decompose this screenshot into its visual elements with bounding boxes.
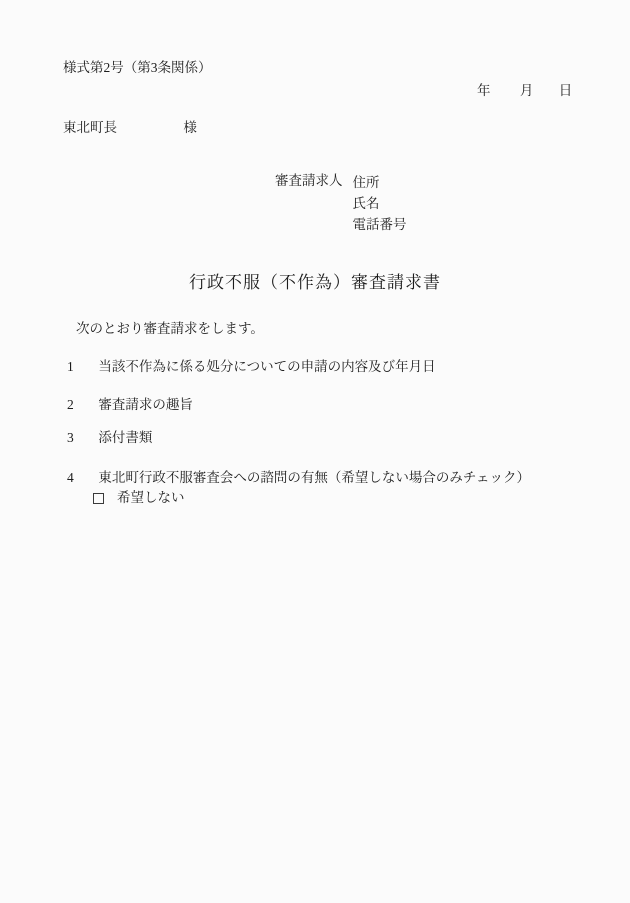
checkbox-unchecked[interactable] xyxy=(93,493,104,504)
list-item-2 xyxy=(67,396,193,415)
addressee-name: 東北町長 xyxy=(63,120,117,135)
addressee-line xyxy=(63,119,197,138)
item-1-text: 当該不作為に係る処分についての申請の内容及び年月日 xyxy=(98,359,436,374)
date-line xyxy=(477,82,572,101)
no-referral-checkbox-row xyxy=(93,489,185,508)
date-year-label: 年 xyxy=(477,83,491,98)
form-number: 様式第2号（第3条関係） xyxy=(63,60,212,75)
claimant-name-label: 氏名 xyxy=(352,196,380,211)
item-3-text: 添付書類 xyxy=(98,430,153,445)
claimant-block xyxy=(275,172,407,235)
item-3-number: 3 xyxy=(67,430,74,445)
claimant-address-label: 住所 xyxy=(352,175,380,190)
item-1-number: 1 xyxy=(67,359,74,374)
checkbox-label: 希望しない xyxy=(117,490,185,505)
claimant-fields xyxy=(353,172,407,235)
intro-sentence: 次のとおり審査請求をします。 xyxy=(76,321,264,336)
list-item-1 xyxy=(67,358,436,377)
addressee-honorific: 様 xyxy=(183,120,197,135)
document-title: 行政不服（不作為）審査請求書 xyxy=(189,273,441,292)
item-2-number: 2 xyxy=(67,397,74,412)
list-item-4 xyxy=(67,469,530,488)
item-4-text: 東北町行政不服審査会への諮問の有無（希望しない場合のみチェック） xyxy=(98,470,530,485)
date-day-label: 日 xyxy=(558,83,573,98)
item-2-text: 審査請求の趣旨 xyxy=(98,397,193,412)
claimant-label: 審査請求人 xyxy=(275,173,343,188)
item-4-number: 4 xyxy=(67,470,74,485)
date-month-label: 月 xyxy=(519,83,534,98)
claimant-phone-label: 電話番号 xyxy=(352,217,407,232)
list-item-3 xyxy=(67,429,152,448)
